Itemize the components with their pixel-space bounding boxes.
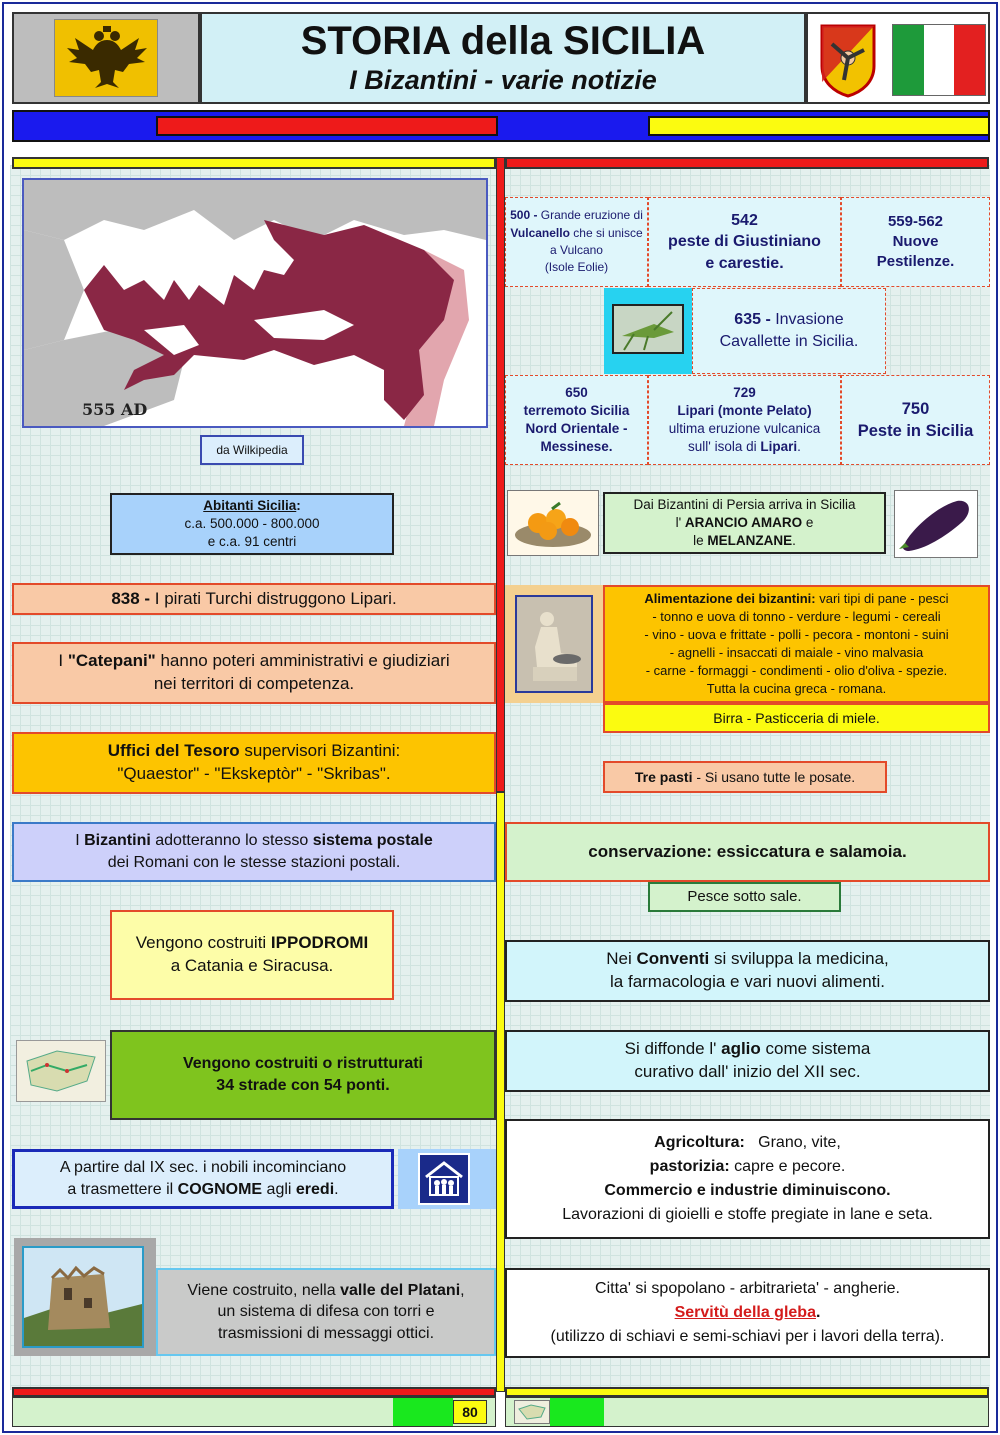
convents-pre: Nei [606,949,637,969]
tower-ruins-photo [14,1238,156,1356]
italy-flag-icon [892,24,986,96]
t500-b: Vulcanello [510,225,570,240]
t559-line2: Pestilenze. [876,253,955,271]
convents-line2: la farmacologia e vari nuovi alimenti. [610,972,885,991]
garlic-post: come sistema [760,1039,871,1059]
cities-line3: (utilizzo di schiavi e semi-schiavi per i lavori della terra). [550,1328,945,1345]
timeline-650 [505,375,648,465]
surname-box [12,1149,394,1209]
persia-post2: e [802,514,814,530]
treasury-post: supervisori Bizantini: [239,741,401,761]
hippodromes-line2: a Catania e Siracusa. [170,956,334,975]
platani-defense-box [156,1268,496,1356]
catepani-pre: I [58,651,68,671]
t650-year: 650 [565,384,588,400]
timeline-559 [841,197,990,287]
footer-green-block [393,1398,453,1426]
platani-pre: Viene costruito, nella [187,1281,341,1299]
fish-text: Pesce sotto sale. [687,887,802,905]
t500-d: (Isole Eolie) [544,260,609,275]
roads-box [110,1030,496,1120]
population-box: Abitanti Sicilia: c.a. 500.000 - 800.000 e c.a. 91 centri [110,493,394,555]
statue-photo-frame [505,585,603,703]
timeline-500 [505,197,648,287]
surname-line1: A partire dal IX sec. i nobili incominciano [59,1159,347,1177]
convents-post: si sviluppa la medicina, [709,949,889,969]
t500-c: che si unisce a Vulcano [550,225,643,257]
t559-line1: Nuove [892,232,939,250]
garlic-box [505,1030,990,1092]
garlic-line2: curativo dall' inizio del XII sec. [634,1062,861,1081]
conservation-box [505,822,990,882]
t542-line1: peste di Giustiniano [668,233,821,251]
family-house-icon-frame [398,1149,496,1209]
t542-line2: e carestie. [705,254,784,272]
t542-year: 542 [731,211,758,229]
page-number-text: 80 [462,1403,478,1420]
locust-photo [604,288,692,374]
population-line2: e c.a. 91 centri [207,534,297,550]
eggplant-photo [894,490,978,558]
t650-line3: Messinese. [540,439,613,455]
catepani-box [12,642,496,704]
meals-post: - Si usano tutte le posate. [692,768,856,785]
platani-bold: valle del Platani [340,1281,461,1299]
timeline-729 [648,375,841,465]
postal-line2: dei Romani con le stesse stazioni postali. [107,854,401,871]
food-l5: - carne - formaggi - condimenti - olio d'oliva - spezie. [645,662,948,678]
footer-bottom-bar-left [12,1387,496,1397]
persia-line1: Dai Bizantini di Persia arriva in Sicilia [633,496,856,512]
t559-year: 559-562 [887,212,944,230]
surname-pre: a trasmettere il [67,1181,178,1198]
platani-end: , [460,1281,465,1299]
beer-box [603,703,990,733]
t650-line1: terremoto Sicilia [523,402,630,418]
t635-line2: Cavallette in Sicilia. [719,333,859,350]
t729-end3: . [797,439,801,455]
postal-pre: I [75,832,85,850]
platani-line3: trasmissioni di messaggi ottici. [217,1324,435,1342]
population-title: Abitanti Sicilia [203,497,297,513]
postal-bold2: sistema postale [312,832,433,850]
agri-t2: capre e pecore. [729,1158,846,1175]
postal-system-box [12,822,496,882]
hippodromes-pre: Vengono costruiti [135,933,271,953]
meals-bold: Tre pasti [634,768,693,785]
map-caption-text: da Wilkipedia [216,442,288,457]
right-top-bar [505,157,989,169]
left-top-bar [12,157,496,169]
persia-bold3: MELANZANE [707,533,793,549]
postal-mid: adotteranno lo stesso [150,832,313,850]
page-subtitle: I Bizantini - varie notizie [349,65,657,95]
cities-end: . [815,1304,821,1321]
food-l2: - tonno e uova di tonno - verdure - legumi - cereali [652,609,941,625]
t500-a: Grande eruzione di [537,208,643,223]
meals-box [603,761,887,793]
title-box [200,12,806,104]
persia-box [603,492,886,554]
surname-bold1: COGNOME [177,1181,263,1198]
surname-mid: agli [262,1181,296,1198]
catepani-line2: nei territori di competenza. [153,674,355,693]
map-caption [200,435,304,465]
t750-year: 750 [901,399,930,418]
pirates-year: 838 - [111,588,151,608]
sicily-coat-of-arms-icon [818,22,878,98]
pirates-box [12,583,496,615]
flags-box [806,12,990,104]
center-divider-red [496,157,505,792]
color-stripe-bar [12,110,990,142]
footer-map-thumbnail [514,1400,550,1424]
food-l1: vari tipi di pane - pesci [815,591,949,607]
postal-bold1: Bizantini [84,832,151,850]
platani-line2: un sistema di difesa con torri e [217,1303,435,1321]
t500-year: 500 - [510,208,538,223]
family-house-icon [418,1153,470,1205]
pirates-text: I pirati Turchi distruggono Lipari. [150,588,397,608]
food-box [603,585,990,703]
treasury-bold: Uffici del Tesoro [107,741,240,761]
t729-pre3: sull' isola di [688,439,761,455]
catepani-bold: "Catepani" [67,651,156,671]
food-l6: Tutta la cucina greca - romana. [706,680,887,696]
t750-line1: Peste in Sicilia [857,422,974,440]
agriculture-box [505,1119,990,1239]
t729-line1: Lipari (monte Pelato) [677,402,812,418]
hippodromes-box [110,910,394,1000]
header [10,10,990,106]
agri-t1: Grano, vite, [744,1134,841,1151]
roads-line2: 34 strade con 54 ponti. [216,1077,390,1094]
byzantine-empire-map [22,178,488,428]
footer-bottom-bar-right [505,1387,989,1397]
footer-green-block-right [550,1398,604,1426]
convents-box [505,940,990,1002]
t650-line2: Nord Orientale - [525,421,628,436]
persia-pre3: le [693,533,708,549]
beer-text: Birra - Pasticceria di miele. [713,709,880,726]
hippodromes-bold: IPPODROMI [270,933,369,953]
timeline-635 [692,288,886,374]
t729-line2: ultima eruzione vulcanica [668,421,821,436]
t729-bold3: Lipari [760,439,798,455]
center-divider-yellow [496,792,505,1392]
t635-year: 635 - [734,311,771,329]
treasury-line2: "Quaestor" - "Ekskeptòr" - "Skribas". [117,764,391,783]
byzantine-eagle-emblem [12,12,200,104]
agri-t4: Lavorazioni di gioielli e stoffe pregiate in lane e seta. [562,1206,933,1223]
surname-bold2: eredi [295,1181,335,1198]
garlic-bold: aglio [721,1039,761,1059]
treasury-box [12,732,496,794]
food-l3: - vino - uova e frittate - polli - pecora - montoni - suini [644,627,949,643]
roads-map-thumbnail [16,1040,106,1102]
footer-left [12,1397,496,1427]
garlic-pre: Si diffonde l' [624,1039,722,1059]
statue-photo [515,595,593,693]
cities-line1: Citta' si spopolano - arbitrarieta' - angherie. [595,1280,900,1297]
food-l4: - agnelli - insaccati di maiale - vino malvasia [669,645,924,660]
map-year-label: 555 AD [82,400,148,419]
agri-b3: Commercio e industrie diminuiscono. [604,1182,891,1199]
t729-year: 729 [733,384,756,400]
persia-bold2: ARANCIO AMARO [684,514,803,530]
oranges-photo [507,490,599,556]
persia-pre2: l' [675,514,685,530]
persia-end3: . [792,533,796,549]
footer-right [505,1397,989,1427]
cities-box [505,1268,990,1358]
t635-line1: Invasione [770,311,844,329]
food-bold: Alimentazione dei bizantini: [644,591,816,607]
page-number [453,1400,487,1424]
convents-bold: Conventi [636,949,710,969]
cities-red: Servitù della gleba [674,1304,816,1321]
surname-end: . [334,1181,339,1198]
catepani-post: hanno poteri amministrativi e giudiziari [155,651,450,671]
population-line1: c.a. 500.000 - 800.000 [184,515,320,531]
roads-line1: Vengono costruiti o ristrutturati [182,1055,423,1073]
agri-b2: pastorizia: [649,1158,730,1175]
timeline-542 [648,197,841,287]
fish-box [648,882,841,912]
conservation-text: conservazione: essiccatura e salamoia. [588,841,907,861]
agri-b1: Agricoltura: [654,1134,745,1151]
page-title: STORIA della SICILIA [300,19,706,63]
timeline-750 [841,375,990,465]
